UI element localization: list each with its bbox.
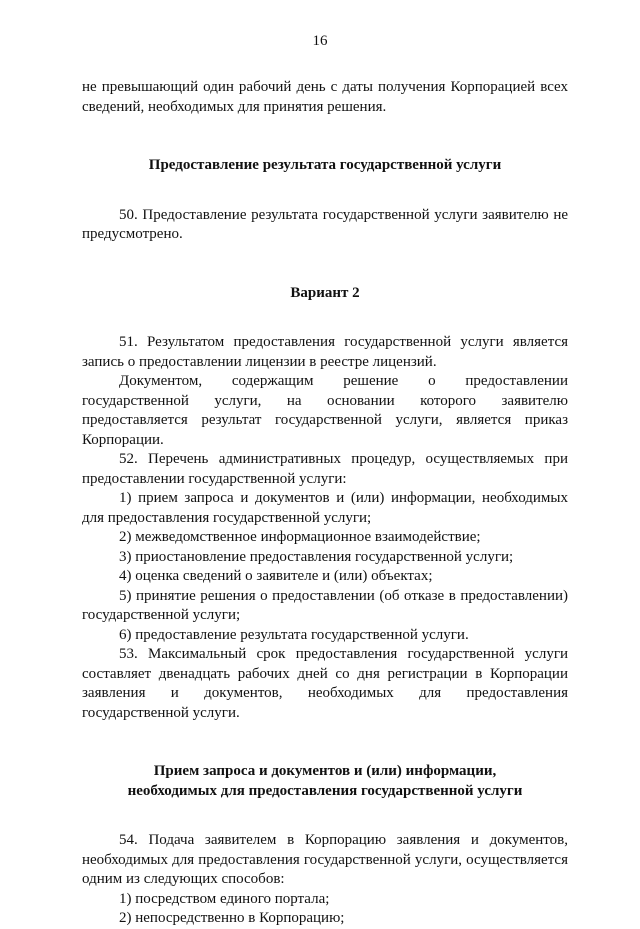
list-item-52-6: 6) предоставление результата государственной услуги. (119, 626, 469, 643)
document-body (82, 78, 568, 929)
section-heading-request-line-2: необходимых для предоставления государственной услуги (127, 782, 523, 799)
paragraph-51-document: Документом, содержащим решение о предоставлении государственной услуги, на основании которого заявителю предоставляется результат государственной услуги, является приказ Корпорации. (82, 373, 568, 448)
section-heading-variant-2: Вариант 2 (290, 284, 360, 301)
section-heading-result: Предоставление результата государственной услуги (148, 157, 502, 173)
list-item-54-2: 2) непосредственно в Корпорацию; (119, 910, 345, 926)
paragraph-50: 50. Предоставление результата государственной услуги заявителю не предусмотрено. (82, 206, 568, 242)
paragraph-intro-continuation: не превышающий один рабочий день с даты получения Корпорацией всех сведений, необходимых для принятия решения. (82, 79, 568, 115)
paragraph-53: 53. Максимальный срок предоставления государственной услуги составляет двенадцать рабочих дней со дня регистрации в Корпорации заявления и документов, необходимых для предоставления государственной услуги. (82, 646, 568, 721)
list-item-52-4: 4) оценка сведений о заявителе и (или) объектах; (119, 568, 433, 584)
paragraph-52: 52. Перечень административных процедур, осуществляемых при предоставлении государственной услуги: (82, 451, 568, 487)
list-item-52-5: 5) принятие решения о предоставлении (об отказе в предоставлении) государственной услуги; (82, 587, 568, 623)
page-number: 16 (312, 33, 328, 49)
list-item-52-3: 3) приостановление предоставления государственной услуги; (119, 548, 514, 565)
list-item-52-2: 2) межведомственное информационное взаимодействие; (119, 529, 481, 545)
list-item-54-1: 1) посредством единого портала; (119, 890, 330, 907)
paragraph-54: 54. Подача заявителем в Корпорацию заявления и документов, необходимых для предоставления государственной услуги, осуществляется одним из следующих способов: (82, 832, 568, 887)
section-heading-request-line-1: Прием запроса и документов и (или) информации, (153, 763, 497, 779)
list-item-52-1: 1) прием запроса и документов и (или) информации, необходимых для предоставления государственной услуги; (82, 490, 568, 526)
paragraph-51: 51. Результатом предоставления государственной услуги является запись о предоставлении лицензии в реестре лицензий. (82, 334, 568, 370)
